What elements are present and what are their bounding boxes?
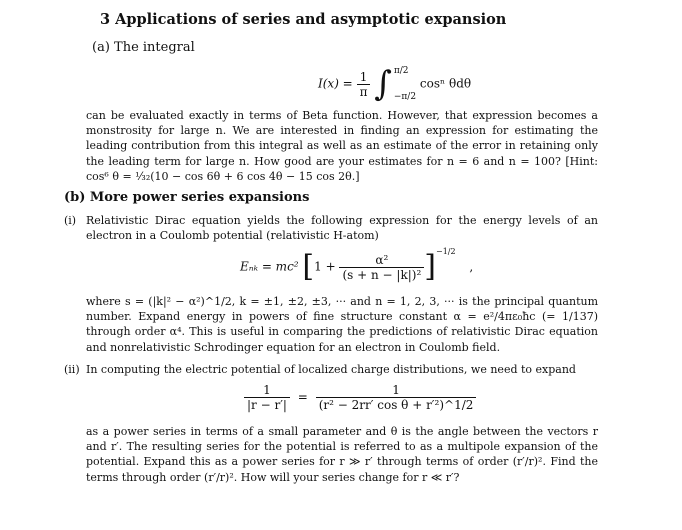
item-ii-label: (ii) bbox=[64, 363, 80, 376]
integral-limits bbox=[394, 58, 416, 110]
coef-denominator: π bbox=[359, 84, 368, 99]
integrand: cosⁿ θdθ bbox=[419, 76, 472, 91]
coef-numerator: 1 bbox=[357, 70, 371, 85]
energy-trail: , bbox=[469, 259, 474, 274]
item-ii-intro: In computing the electric potential of localized charge distributions, we need to expand bbox=[86, 363, 576, 376]
part-a-text: can be evaluated exactly in terms of Beta function. However, that expression becomes a monstrosity for large n. We are interested in finding an expression for estimating the leading contribution from this integral as well as an estimate of the error in retaining only the leading term for large n. How good are your estimates for n = 6 and n = 100? [Hint: cos⁶ θ = ¹⁄₃₂(10 − cos 6θ + 6 cos 4θ − 15 cos 2θ.] bbox=[86, 109, 598, 183]
rhs-fraction bbox=[316, 383, 477, 412]
upper-limit: π/2 bbox=[393, 66, 409, 76]
rhs-numerator: 1 bbox=[316, 383, 477, 398]
item-i-label: (i) bbox=[64, 214, 77, 227]
integral-lhs: I(x) = bbox=[318, 76, 353, 91]
one-plus: 1 + bbox=[314, 259, 336, 274]
lhs-denominator: |r − r′| bbox=[247, 398, 287, 412]
section-title: 3 Applications of series and asymptotic expansion bbox=[100, 11, 507, 28]
integral-coefficient bbox=[357, 70, 371, 99]
energy-exponent: −1/2 bbox=[436, 246, 456, 256]
part-a-label: (a) The integral bbox=[92, 40, 195, 55]
multipole-formula bbox=[244, 383, 476, 412]
integral-formula bbox=[318, 58, 471, 110]
rhs-denominator: (r² − 2rr′ cos θ + r′²)^1/2 bbox=[318, 398, 474, 412]
lhs-numerator: 1 bbox=[244, 383, 290, 398]
part-b-label: (b) More power series expansions bbox=[64, 190, 310, 205]
dirac-energy-formula: Eₙₖ = mc² [1 + $\frac{\text{α²}}{\text{(s + n − |k|)²}}$ ]$^{-1/2}$ , bbox=[240, 246, 474, 284]
lower-limit: −π/2 bbox=[393, 92, 417, 102]
integral-sign: ∫ bbox=[374, 64, 393, 104]
item-i-intro: Relativistic Dirac equation yields the following expression for the energy levels of an electron in a Coulomb potential (relativistic H-atom) bbox=[86, 214, 598, 243]
energy-lhs: Eₙₖ = mc² bbox=[240, 259, 299, 274]
lhs-fraction bbox=[244, 383, 290, 412]
energy-fraction bbox=[339, 253, 424, 282]
item-i-text: where s = (|k|² − α²)^1/2, k = ±1, ±2, ±3, ··· and n = 1, 2, 3, ··· is the principal quantum number. Expand energy in powers of fine structure constant α = e²/4πε₀ħc (= 1/137) through order α⁴. This is useful in comparing the predictions of relativistic Dirac equation and nonrelativistic Schrodinger equation for an electron in Coulomb field. bbox=[86, 295, 598, 354]
energy-denominator: (s + n − |k|)² bbox=[342, 267, 422, 282]
equals-sign: = bbox=[297, 390, 308, 404]
item-ii-text: as a power series in terms of a small parameter and θ is the angle between the vectors r and r′. The resulting series for the potential is referred to as a multipole expansion of the potential. Expand this as a power series for r ≫ r′ through terms of order (r′/r)². Find the terms through order (r′/r)². How will your series change for r ≪ r′? bbox=[86, 425, 598, 484]
energy-numerator: α² bbox=[339, 253, 424, 268]
